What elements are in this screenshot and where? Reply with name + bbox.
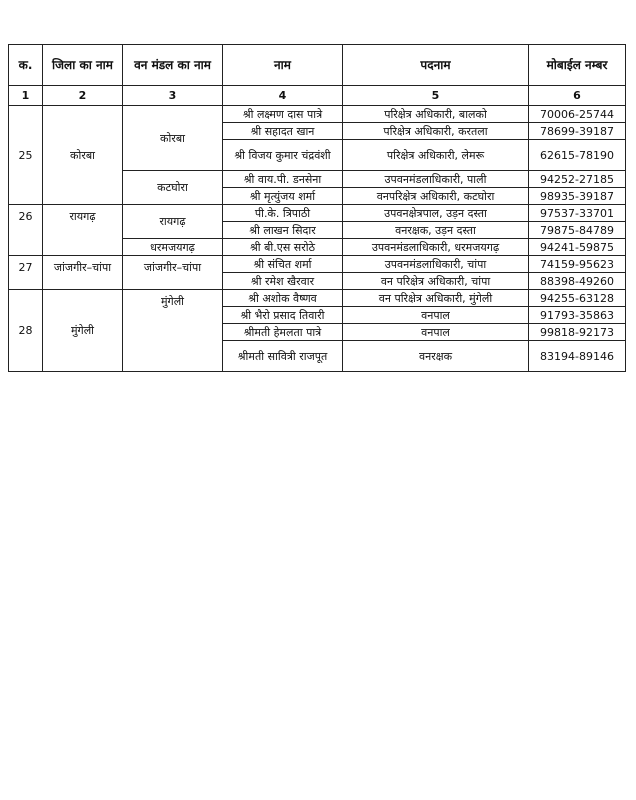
district-name-cell: जांजगीर–चांपा xyxy=(43,256,123,290)
division-name-cell: जांजगीर–चांपा xyxy=(123,256,223,290)
mobile-number-cell: 99818-92173 xyxy=(529,324,626,341)
column-number: 1 xyxy=(9,86,43,106)
mobile-number-cell: 94255-63128 xyxy=(529,290,626,307)
official-name-cell: श्री वाय.पी. डनसेना xyxy=(223,171,343,188)
designation-cell: उपवनमंडलाधिकारी, धरमजयगढ़ xyxy=(343,239,529,256)
column-number: 2 xyxy=(43,86,123,106)
header-district: जिला का नाम xyxy=(43,45,123,86)
division-name-cell: मुंगेली xyxy=(123,290,223,372)
designation-cell: उपवनमंडलाधिकारी, चांपा xyxy=(343,256,529,273)
official-name-cell: श्री मृत्युंजय शर्मा xyxy=(223,188,343,205)
designation-cell: वनरक्षक xyxy=(343,341,529,372)
table-row xyxy=(9,205,626,222)
district-name-cell: मुंगेली xyxy=(43,290,123,372)
header-row xyxy=(9,45,626,86)
designation-cell: परिक्षेत्र अधिकारी, बालको xyxy=(343,106,529,123)
mobile-number-cell: 79875-84789 xyxy=(529,222,626,239)
officials-contact-table xyxy=(8,44,626,372)
designation-cell: वन परिक्षेत्र अधिकारी, मुंगेली xyxy=(343,290,529,307)
official-name-cell: श्री भैरो प्रसाद तिवारी xyxy=(223,307,343,324)
official-name-cell: पी.के. त्रिपाठी xyxy=(223,205,343,222)
mobile-number-cell: 94252-27185 xyxy=(529,171,626,188)
table-row xyxy=(9,256,626,273)
header-designation: पदनाम xyxy=(343,45,529,86)
official-name-cell: श्री संचित शर्मा xyxy=(223,256,343,273)
header-serial: क. xyxy=(9,45,43,86)
mobile-number-cell: 97537-33701 xyxy=(529,205,626,222)
mobile-number-cell: 78699-39187 xyxy=(529,123,626,140)
official-name-cell: श्री रमेश खैरवार xyxy=(223,273,343,290)
designation-cell: वन परिक्षेत्र अधिकारी, चांपा xyxy=(343,273,529,290)
designation-cell: वनरक्षक, उड़न दस्ता xyxy=(343,222,529,239)
official-name-cell: श्री बी.एस सरोठे xyxy=(223,239,343,256)
official-name-cell: श्री विजय कुमार चंद्रवंशी xyxy=(223,140,343,171)
column-number: 4 xyxy=(223,86,343,106)
mobile-number-cell: 70006-25744 xyxy=(529,106,626,123)
official-name-cell: श्री सहादत खान xyxy=(223,123,343,140)
column-number: 3 xyxy=(123,86,223,106)
column-number: 5 xyxy=(343,86,529,106)
table-row xyxy=(9,106,626,123)
table-row xyxy=(9,290,626,307)
designation-cell: वनपाल xyxy=(343,324,529,341)
division-name-cell: धरमजयगढ़ xyxy=(123,239,223,256)
column-number-row xyxy=(9,86,626,106)
mobile-number-cell: 94241-59875 xyxy=(529,239,626,256)
header-name: नाम xyxy=(223,45,343,86)
mobile-number-cell: 91793-35863 xyxy=(529,307,626,324)
official-name-cell: श्री लक्ष्मण दास पात्रे xyxy=(223,106,343,123)
division-name-cell: रायगढ़ xyxy=(123,205,223,239)
header-division: वन मंडल का नाम xyxy=(123,45,223,86)
serial-number-cell: 26 xyxy=(9,205,43,256)
header-mobile: मोबाईल नम्बर xyxy=(529,45,626,86)
designation-cell: परिक्षेत्र अधिकारी, करतला xyxy=(343,123,529,140)
designation-cell: उपवनक्षेत्रपाल, उड़न दस्ता xyxy=(343,205,529,222)
official-name-cell: श्री लाखन सिदार xyxy=(223,222,343,239)
serial-number-cell: 28 xyxy=(9,290,43,372)
designation-cell: वनपरिक्षेत्र अधिकारी, कटघोरा xyxy=(343,188,529,205)
mobile-number-cell: 74159-95623 xyxy=(529,256,626,273)
division-name-cell: कटघोरा xyxy=(123,171,223,205)
mobile-number-cell: 62615-78190 xyxy=(529,140,626,171)
district-name-cell: कोरबा xyxy=(43,106,123,205)
serial-number-cell: 25 xyxy=(9,106,43,205)
designation-cell: वनपाल xyxy=(343,307,529,324)
official-name-cell: श्रीमती हेमलता पात्रे xyxy=(223,324,343,341)
column-number: 6 xyxy=(529,86,626,106)
division-name-cell: कोरबा xyxy=(123,106,223,171)
mobile-number-cell: 98935-39187 xyxy=(529,188,626,205)
mobile-number-cell: 88398-49260 xyxy=(529,273,626,290)
designation-cell: उपवनमंडलाधिकारी, पाली xyxy=(343,171,529,188)
district-name-cell: रायगढ़ xyxy=(43,205,123,256)
mobile-number-cell: 83194-89146 xyxy=(529,341,626,372)
serial-number-cell: 27 xyxy=(9,256,43,290)
designation-cell: परिक्षेत्र अधिकारी, लेमरू xyxy=(343,140,529,171)
official-name-cell: श्रीमती सावित्री राजपूत xyxy=(223,341,343,372)
official-name-cell: श्री अशोक वैष्णव xyxy=(223,290,343,307)
